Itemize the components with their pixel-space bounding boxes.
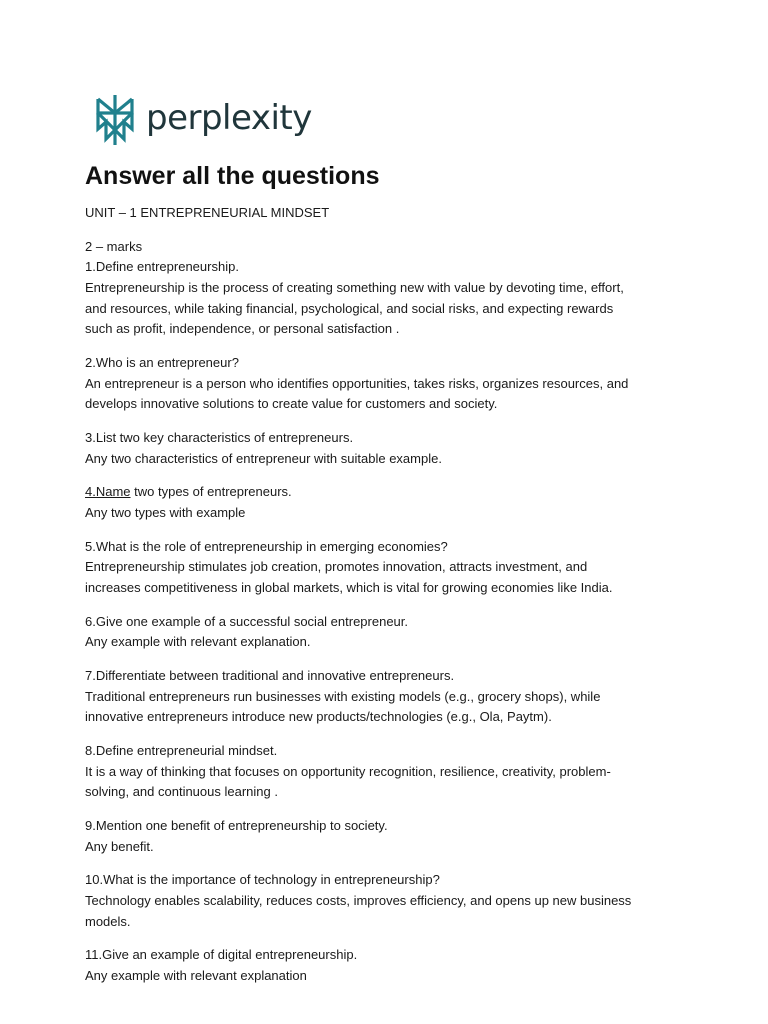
question-text: 5.What is the role of entrepreneurship in emerging economies? (85, 538, 448, 554)
answer-line: Technology enables scalability, reduces costs, improves efficiency, and opens up new business (85, 892, 632, 908)
perplexity-wordmark: perplexity (146, 98, 312, 138)
question-block (85, 257, 685, 339)
answer-line: Traditional entrepreneurs run businesses with existing models (e.g., grocery shops), while (85, 688, 601, 704)
answer-line: Entrepreneurship is the process of creating something new with value by devoting time, effort, (85, 279, 624, 295)
question-block (85, 666, 685, 728)
answer-line: solving, and continuous learning . (85, 784, 278, 800)
answer-line: and resources, while taking financial, psychological, and social risks, and expecting rewards (85, 300, 614, 316)
answer-line: Any example with relevant explanation (85, 967, 307, 983)
page-title: Answer all the questions (85, 162, 380, 190)
question-number-link[interactable]: 4.Name (85, 484, 131, 500)
document-body (85, 203, 685, 986)
question-text-rest: two types of entrepreneurs. (130, 484, 292, 500)
answer-line: Any two characteristics of entrepreneur with suitable example. (85, 450, 442, 466)
question-text: 2.Who is an entrepreneur? (85, 354, 239, 370)
answer-line: Any example with relevant explanation. (85, 634, 311, 650)
question-text: 3.List two key characteristics of entrepreneurs. (85, 429, 354, 445)
answer-line: An entrepreneur is a person who identifies opportunities, takes risks, organizes resources, and (85, 375, 629, 391)
question-block (85, 816, 685, 857)
question-text: 10.What is the importance of technology in entrepreneurship? (85, 872, 440, 888)
unit-heading: UNIT – 1 ENTREPRENEURIAL MINDSET (85, 205, 330, 220)
question-block (85, 612, 685, 653)
question-text: 9.Mention one benefit of entrepreneurship to society. (85, 817, 388, 833)
marks-heading: 2 – marks (85, 238, 143, 254)
question-block (85, 870, 685, 932)
perplexity-logo-icon (94, 94, 136, 146)
question-text: 11.Give an example of digital entrepreneurship. (85, 947, 358, 963)
answer-line: It is a way of thinking that focuses on opportunity recognition, resilience, creativity, problem- (85, 763, 611, 779)
question-block (85, 428, 685, 469)
perplexity-logo (94, 94, 312, 146)
answer-line: models. (85, 913, 131, 929)
question-block (85, 537, 685, 599)
question-block (85, 482, 685, 523)
answer-line: increases competitiveness in global markets, which is vital for growing economies like India. (85, 579, 613, 595)
question-text: 8.Define entrepreneurial mindset. (85, 742, 278, 758)
question-text (85, 482, 685, 503)
question-text: 7.Differentiate between traditional and innovative entrepreneurs. (85, 668, 455, 683)
question-block (85, 945, 685, 986)
answer-line: Any two types with example (85, 504, 246, 520)
question-text: 1.Define entrepreneurship. (85, 259, 239, 275)
answer-line: Entrepreneurship stimulates job creation, promotes innovation, attracts investment, and (85, 559, 588, 575)
answer-line: innovative entrepreneurs introduce new products/technologies (e.g., Ola, Paytm). (85, 709, 552, 725)
answer-line: Any benefit. (85, 838, 154, 854)
question-block (85, 741, 685, 803)
answer-line: develops innovative solutions to create value for customers and society. (85, 396, 498, 412)
answer-line: such as profit, independence, or personal satisfaction . (85, 321, 400, 337)
question-block (85, 353, 685, 415)
question-text: 6.Give one example of a successful social entrepreneur. (85, 613, 409, 629)
